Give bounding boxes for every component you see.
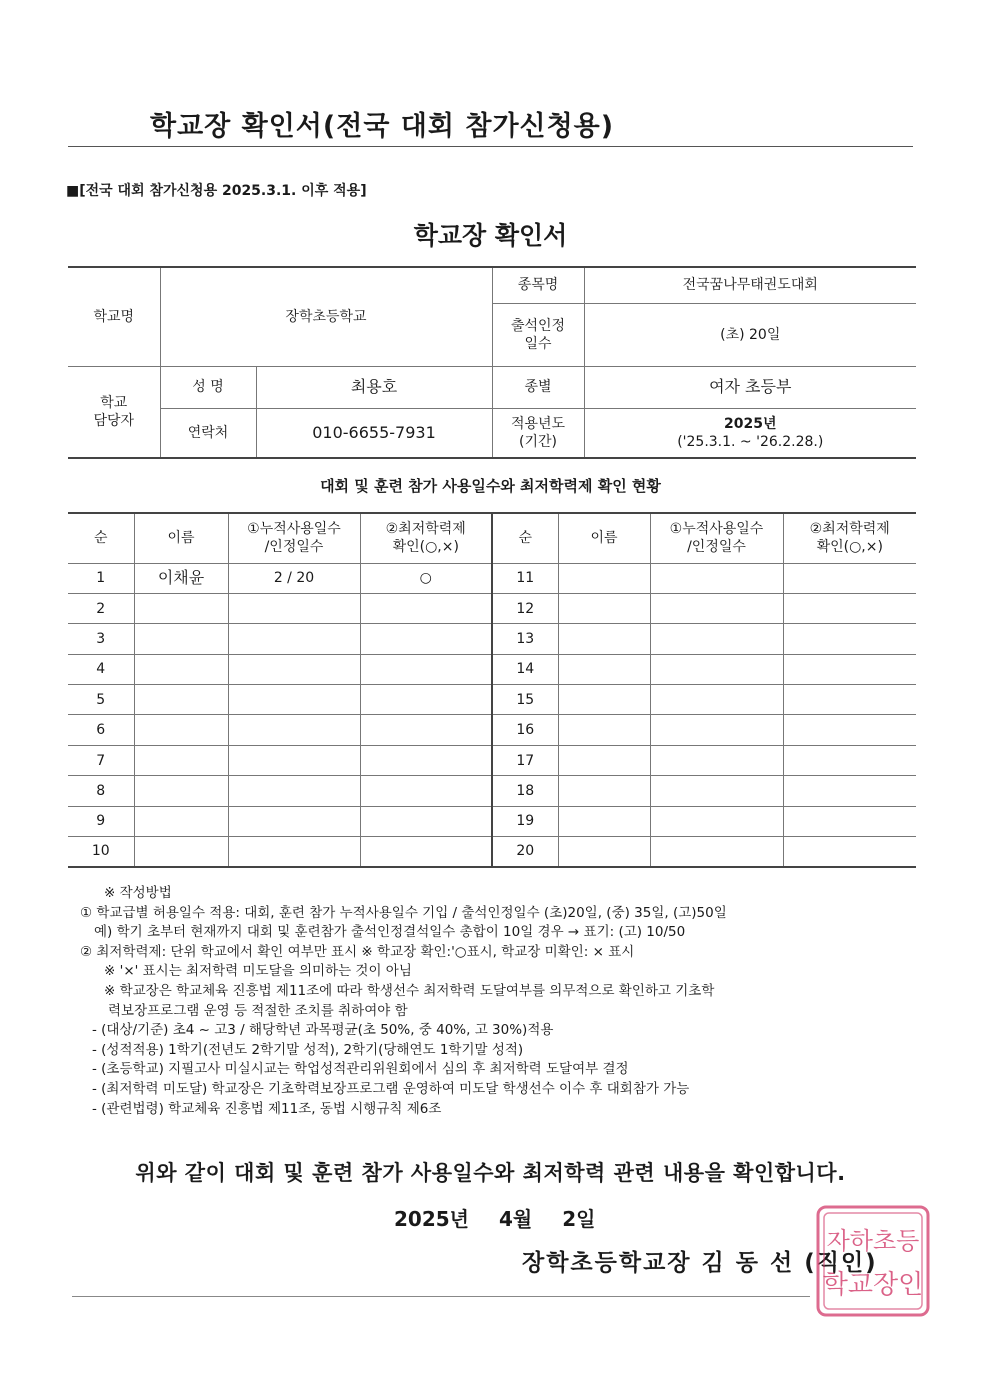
notice-text: ■[전국 대회 참가신청용 2025.3.1. 이후 적용] (66, 183, 367, 199)
table-cell (558, 654, 650, 684)
table-cell: 15 (492, 685, 558, 715)
category-value: 여자 초등부 (584, 366, 916, 408)
confirmation-statement: 위와 같이 대회 및 훈련 참가 사용일수와 최저학력 관련 내용을 확인합니다. (135, 1161, 846, 1185)
header-cell: 이름 (134, 513, 228, 563)
table-cell (134, 837, 228, 867)
table-cell (134, 806, 228, 836)
note-line: ① 학교급별 허용일수 적용: 대회, 훈련 참가 누적사용일수 기입 / 출석인정일수 (초)20일, (중) 35일, (고)50일 (80, 904, 727, 921)
note-line: ※ 작성방법 (104, 885, 172, 901)
table-cell (650, 654, 783, 684)
table-cell: 8 (68, 776, 134, 806)
category-label: 종별 (492, 366, 584, 408)
year-period: ('25.3.1. ~ '26.2.28.) (677, 433, 824, 450)
table-cell: 2 / 20 (228, 563, 360, 593)
principal-signature: 장학초등학교장 김 동 선 (직인) (522, 1250, 878, 1276)
header-cell: ②최저학력제 확인(○,×) (783, 513, 916, 563)
date-month: 4월 (498, 1207, 533, 1231)
table-cell (783, 776, 916, 806)
table-cell (558, 685, 650, 715)
name-label: 성 명 (160, 366, 256, 408)
header-cell: 순 (68, 513, 134, 563)
note-line: 예) 학기 초부터 현재까지 대회 및 훈련참가 출석인정결석일수 총합이 10일 경우 → 표기: (고) 10/50 (94, 924, 686, 941)
attend-label: 출석인정 일수 (492, 303, 584, 366)
table-row (68, 563, 916, 593)
table-cell (228, 593, 360, 623)
event-label: 종목명 (492, 267, 584, 303)
header-cell: 이름 (558, 513, 650, 563)
year-cell (584, 408, 916, 458)
form-subtitle: 학교장 확인서 (413, 221, 568, 250)
attend-value: (초) 20일 (584, 303, 916, 366)
table-cell (558, 563, 650, 593)
year-value: 2025년 (724, 415, 777, 432)
table-cell (650, 593, 783, 623)
table-cell: 1 (68, 563, 134, 593)
table-cell (558, 776, 650, 806)
table-row (68, 624, 916, 654)
table-cell (783, 715, 916, 745)
table-cell (228, 806, 360, 836)
table-cell: ○ (360, 563, 492, 593)
date-day: 2일 (562, 1207, 596, 1231)
note-line: - (성적적용) 1학기(전년도 2학기말 성적), 2학기(당해연도 1학기말 성적) (92, 1041, 524, 1058)
table-cell: 7 (68, 745, 134, 775)
table-cell (134, 624, 228, 654)
notes-section (80, 884, 930, 1119)
table-cell (360, 685, 492, 715)
issue-date (394, 1203, 625, 1232)
table-cell (558, 837, 650, 867)
table-cell: 2 (68, 593, 134, 623)
table-cell (228, 837, 360, 867)
table-cell: 9 (68, 806, 134, 836)
table-cell (134, 685, 228, 715)
contact-label: 학교 담당자 (68, 366, 160, 458)
table-cell (360, 593, 492, 623)
table-row (68, 745, 916, 775)
table-cell: 4 (68, 654, 134, 684)
table-row (68, 837, 916, 867)
seal-text-top: 자하초등 (826, 1227, 920, 1255)
note-line: ※ 학교장은 학교체육 진흥법 제11조에 따라 학생선수 최저학력 도달여부를 의무적으로 확인하고 기초학 (104, 982, 715, 999)
official-seal (814, 1203, 932, 1319)
table-cell (228, 715, 360, 745)
table-cell (558, 715, 650, 745)
table-cell: 16 (492, 715, 558, 745)
table-row (68, 685, 916, 715)
phone-value: 010-6655-7931 (256, 408, 492, 458)
table-cell (360, 806, 492, 836)
table-cell: 19 (492, 806, 558, 836)
note-line: - (관련법령) 학교체육 진흥법 제11조, 동법 시행규칙 제6조 (92, 1100, 442, 1117)
note-line: - (초등학교) 지필고사 미실시교는 학업성적관리위원회에서 심의 후 최저학력 도달여부 결정 (92, 1061, 629, 1078)
table-cell (228, 624, 360, 654)
table-row (68, 593, 916, 623)
table-cell (134, 593, 228, 623)
table-cell (134, 654, 228, 684)
year-label: 적용년도 (기간) (492, 408, 584, 458)
table-cell: 이채윤 (134, 563, 228, 593)
header-cell: 순 (492, 513, 558, 563)
bottom-divider (72, 1296, 810, 1297)
school-value: 장학초등학교 (160, 267, 492, 366)
table-row (68, 715, 916, 745)
table-cell (650, 837, 783, 867)
table-cell (650, 685, 783, 715)
table-cell (228, 654, 360, 684)
table-cell: 13 (492, 624, 558, 654)
school-label: 학교명 (68, 267, 160, 366)
table-cell (360, 776, 492, 806)
seal-text-bottom: 학교장인 (822, 1270, 924, 1300)
table-cell (783, 593, 916, 623)
table-cell (783, 745, 916, 775)
document-title: 학교장 확인서(전국 대회 참가신청용) (150, 111, 615, 142)
table-cell (134, 745, 228, 775)
table-cell: 12 (492, 593, 558, 623)
table-cell (558, 624, 650, 654)
table-cell (558, 745, 650, 775)
table-cell: 6 (68, 715, 134, 745)
note-line: ② 최저학력제: 단위 학교에서 확인 여부만 표시 ※ 학교장 확인:'○표시, 학교장 미확인: × 표시 (80, 943, 635, 960)
table-header-row (68, 513, 916, 563)
table-cell (134, 776, 228, 806)
table-row (68, 654, 916, 684)
table-cell: 11 (492, 563, 558, 593)
table-cell (228, 685, 360, 715)
header-cell: ①누적사용일수 /인정일수 (650, 513, 783, 563)
header-cell: ②최저학력제 확인(○,×) (360, 513, 492, 563)
table-cell (360, 745, 492, 775)
table-cell (650, 806, 783, 836)
table-cell: 20 (492, 837, 558, 867)
info-table (68, 266, 916, 459)
table-cell: 10 (68, 837, 134, 867)
table-cell: 14 (492, 654, 558, 684)
table-cell: 3 (68, 624, 134, 654)
table-cell (134, 715, 228, 745)
event-value: 전국꿈나무태권도대회 (584, 267, 916, 303)
note-line: ※ '×' 표시는 최저학력 미도달을 의미하는 것이 아님 (104, 963, 412, 980)
table-cell (783, 806, 916, 836)
table-cell: 5 (68, 685, 134, 715)
table-row (68, 806, 916, 836)
table-cell (650, 715, 783, 745)
table-cell (360, 624, 492, 654)
note-line: - (대상/기준) 초4 ~ 고3 / 해당학년 과목평균(초 50%, 중 40%, 고 30%)적용 (92, 1022, 554, 1039)
table-cell (228, 745, 360, 775)
table-cell (650, 745, 783, 775)
table-cell (360, 837, 492, 867)
table-cell (783, 685, 916, 715)
table-cell (558, 593, 650, 623)
table-cell (650, 624, 783, 654)
table-row (68, 776, 916, 806)
table-cell (650, 563, 783, 593)
table-cell (558, 806, 650, 836)
phone-label: 연락처 (160, 408, 256, 458)
name-value: 최용호 (256, 366, 492, 408)
section-title: 대회 및 훈련 참가 사용일수와 최저학력제 확인 현황 (320, 477, 661, 495)
title-divider (68, 146, 913, 147)
table-cell (783, 563, 916, 593)
table-cell (650, 776, 783, 806)
table-cell (360, 654, 492, 684)
table-cell (783, 837, 916, 867)
table-cell (783, 654, 916, 684)
table-cell (360, 715, 492, 745)
date-year: 2025년 (394, 1207, 469, 1231)
usage-table (68, 512, 916, 868)
header-cell: ①누적사용일수 /인정일수 (228, 513, 360, 563)
note-line: - (최저학력 미도달) 학교장은 기초학력보장프로그램 운영하여 미도달 학생선수 이수 후 대회참가 가능 (92, 1080, 690, 1097)
table-cell: 18 (492, 776, 558, 806)
note-line: 력보장프로그램 운영 등 적절한 조치를 취하여야 함 (108, 1002, 408, 1019)
table-cell (228, 776, 360, 806)
table-cell: 17 (492, 745, 558, 775)
table-cell (783, 624, 916, 654)
